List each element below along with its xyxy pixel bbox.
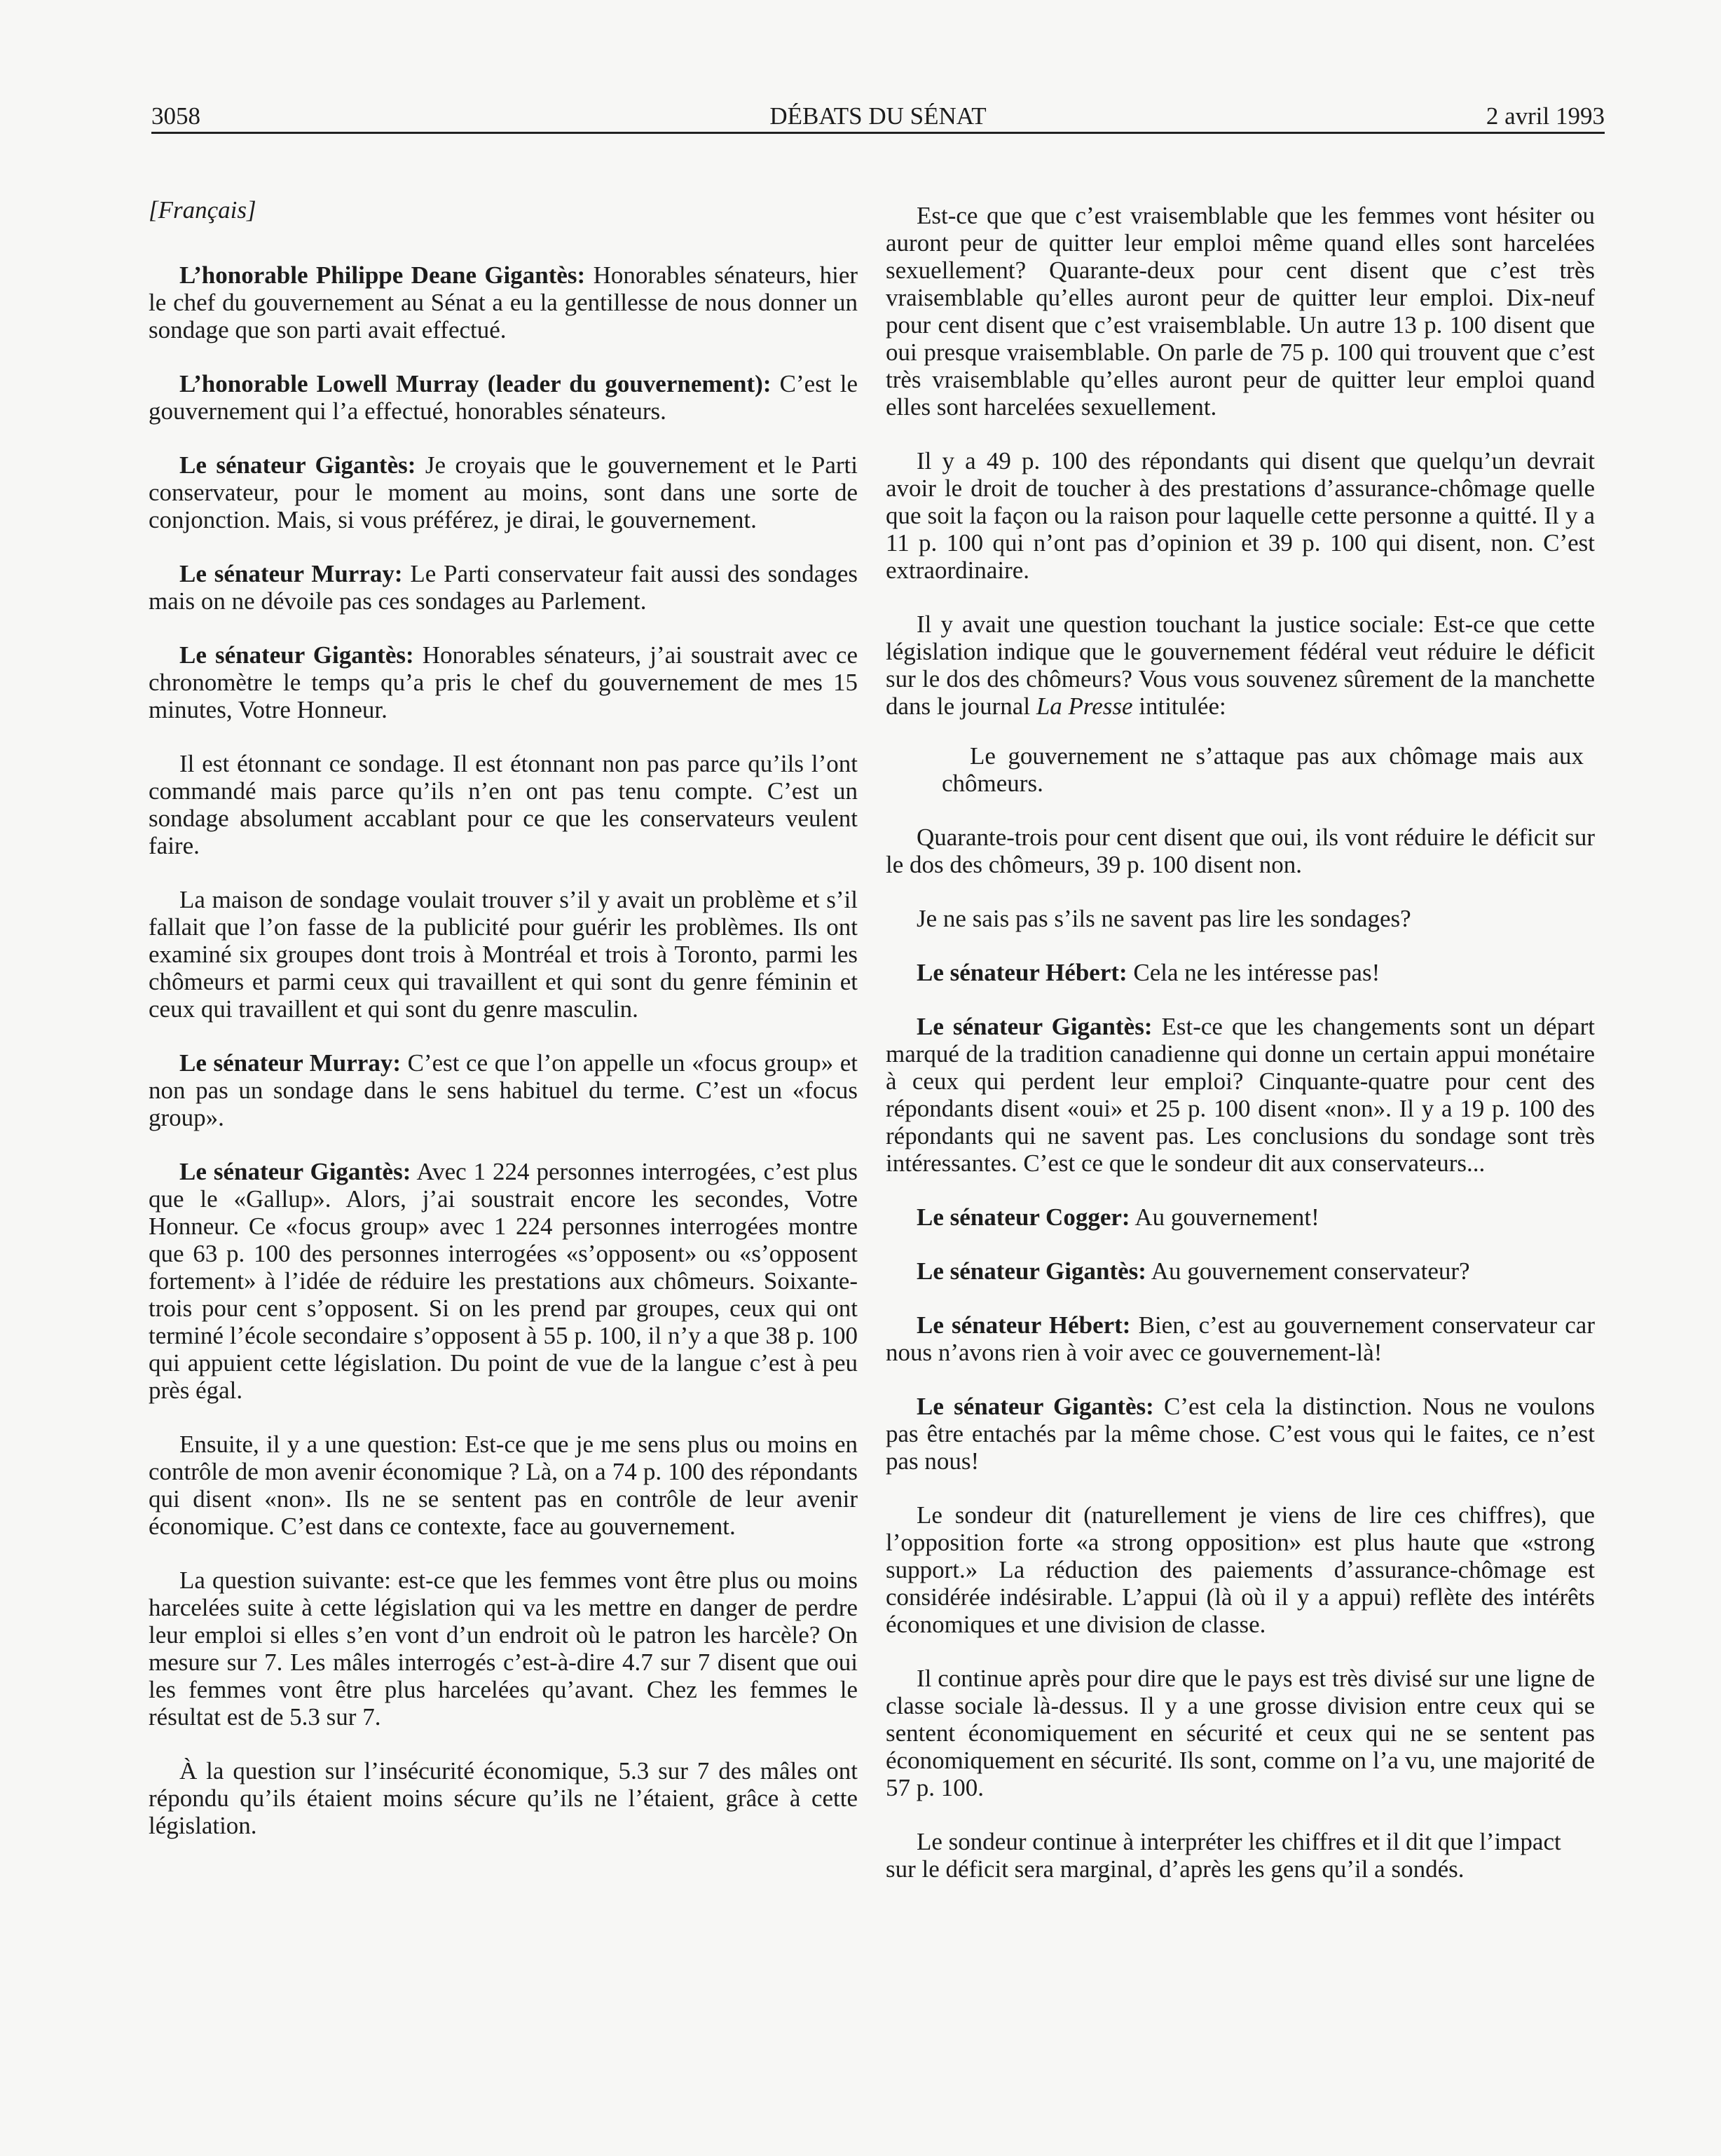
paragraph — [886, 959, 1595, 986]
speech-text: Le Parti conservateur fait aussi des sondages mais on ne dévoile pas ces sondages au Parlement. — [149, 560, 858, 615]
paragraph: La question suivante: est-ce que les femmes vont être plus ou moins harcelées suite à cette législation qui va les mettre en danger de perdre leur emploi si elles s’en vont d’un endroit où le patron les harcèle? On mesure sur 7. Les mâles interrogés c’est-à-dire 4.7 sur 7 disent que oui les femmes vont être plus harcelées qu’avant. Chez les femmes le résultat est de 5.3 sur 7. — [149, 1567, 858, 1731]
speech-text: Cela ne les intéresse pas! — [1127, 959, 1380, 986]
language-tag: [Français] — [149, 196, 256, 224]
speech-text: Est-ce que les changements sont un départ marqué de la tradition canadienne qui donne un certain appui monétaire à ceux qui perdent leur emploi? Cinquante-quatre pour cent des répondants disent «oui» et 25 p. 100 disent «non». Il y a 19 p. 100 des répondants qui ne savent pas. Les conclusions du sondage sont très intéressantes. C’est ce que le sondeur dit aux conservateurs... — [886, 1013, 1595, 1177]
speech-text: Avec 1 224 personnes interrogées, c’est plus que le «Gallup». Alors, j’ai soustrait encore les secondes, Votre Honneur. Ce «focus group» avec 1 224 personnes interrogées montre que 63 p. 100 des personnes interrogées «s’opposent» ou «s’opposent fortement» à l’idée de réduire les prestations aux chômeurs. Soixante-trois pour cent s’opposent. Si on les prend par groupes, ceux qui ont terminé l’école secondaire s’opposent à 55 p. 100, il n’y a que 38 p. 100 qui appuient cette législation. Du point de vue de la langue c’est à peu près égal. — [149, 1158, 858, 1404]
speaker-name: L’honorable Lowell Murray (leader du gouvernement): — [179, 370, 772, 397]
paragraph: Ensuite, il y a une question: Est-ce que je me sens plus ou moins en contrôle de mon avenir économique ? Là, on a 74 p. 100 des répondants qui disent «non». Ils ne se sentent pas en contrôle de leur avenir économique. C’est dans ce contexte, face au gouvernement. — [149, 1431, 858, 1540]
paragraph — [149, 560, 858, 615]
paragraph: Le sondeur dit (naturellement je viens de lire ces chiffres), que l’opposition forte «a strong opposition» est plus haute que «strong support.» La réduction des paiements d’assurance-chômage est considérée indésirable. L’appui (là où il y a appui) reflète des intérêts économiques et une division de classe. — [886, 1501, 1595, 1638]
speaker-name: Le sénateur Gigantès: — [179, 451, 416, 479]
speech-text: Honorables sénateurs, hier le chef du gouvernement au Sénat a eu la gentillesse de nous donner un sondage que son parti avait effectué. — [149, 261, 858, 343]
speech-text: C’est le gouvernement qui l’a effectué, honorables sénateurs. — [149, 370, 858, 425]
speaker-name: Le sénateur Hébert: — [917, 1311, 1131, 1339]
paragraph — [149, 1049, 858, 1131]
paragraph — [886, 1393, 1595, 1475]
speaker-name: Le sénateur Gigantès: — [179, 641, 414, 669]
speech-text: C’est ce que l’on appelle un «focus group» et non pas un sondage dans le sens habituel du terme. C’est un «focus group». — [149, 1049, 858, 1131]
speaker-name: Le sénateur Murray: — [179, 1049, 401, 1077]
paragraph: Il continue après pour dire que le pays est très divisé sur une ligne de classe sociale là-dessus. Il y a une grosse division entre ceux qui se sentent économiquement en sécurité et ceux qui ne se sentent pas économiquement en sécurité. Ils sont, comme on l’a vu, une majorité de 57 p. 100. — [886, 1665, 1595, 1801]
speech-text: Je croyais que le gouvernement et le Parti conservateur, pour le moment au moins, sont dans une sorte de conjonction. Mais, si vous préférez, je dirai, le gouvernement. — [149, 451, 858, 533]
paragraph — [886, 1311, 1595, 1366]
speaker-name: Le sénateur Gigantès: — [917, 1013, 1153, 1040]
paragraph — [886, 610, 1595, 720]
speech-text: Au gouvernement! — [1130, 1203, 1319, 1231]
right-column — [886, 202, 1595, 1909]
quote-text: Le gouvernement ne s’attaque pas aux chômage mais aux chômeurs. — [942, 742, 1584, 797]
speech-text: Honorables sénateurs, j’ai soustrait avec ce chronomètre le temps qu’a pris le chef du gouvernement de mes 15 minutes, Votre Honneur. — [149, 641, 858, 723]
paragraph: Je ne sais pas s’ils ne savent pas lire les sondages? — [917, 905, 1411, 932]
speech-text: C’est cela la distinction. Nous ne voulons pas être entachés par la même chose. C’est vous qui le faites, ce n’est pas nous! — [886, 1393, 1595, 1475]
page-number: 3058 — [151, 102, 200, 130]
left-column — [149, 196, 858, 1866]
paragraph-text: Il y avait une question touchant la justice sociale: Est-ce que cette législation indique que le gouvernement fédéral veut réduire le déficit sur le dos des chômeurs? Vous vous souvenez sûrement de la manchette dans le journal — [886, 610, 1595, 720]
paragraph — [149, 261, 858, 343]
speech-text: Au gouvernement conservateur? — [1146, 1257, 1470, 1285]
speaker-name: Le sénateur Gigantès: — [179, 1158, 411, 1185]
speaker-name: Le sénateur Gigantès: — [917, 1393, 1154, 1420]
paragraph — [886, 1203, 1595, 1231]
speaker-name: Le sénateur Murray: — [179, 560, 403, 587]
speaker-name: Le sénateur Cogger: — [917, 1203, 1130, 1231]
block-quote — [942, 742, 1584, 797]
paragraph: Il est étonnant ce sondage. Il est étonnant non pas parce qu’ils l’ont commandé mais parce qu’ils n’en ont pas tenu compte. C’est un sondage absolument accablant pour ce que les conservateurs veulent faire. — [149, 750, 858, 859]
paragraph: À la question sur l’insécurité économique, 5.3 sur 7 des mâles ont répondu qu’ils étaient moins sécure qu’ils ne l’étaient, grâce à cette législation. — [149, 1757, 858, 1839]
newspaper-name: La Presse — [1036, 692, 1133, 720]
paragraph: Il y a 49 p. 100 des répondants qui disent que quelqu’un devrait avoir le droit de toucher à des prestations d’assurance-chômage quelle que soit la façon ou la raison pour laquelle cette personne a quitté. Il y a 11 p. 100 qui n’ont pas d’opinion et 39 p. 100 qui disent, non. C’est extraordinaire. — [886, 447, 1595, 584]
paragraph — [149, 1158, 858, 1404]
publication-title: DÉBATS DU SÉNAT — [769, 102, 987, 130]
speaker-name: L’honorable Philippe Deane Gigantès: — [179, 261, 586, 289]
paragraph — [886, 1257, 1595, 1285]
speaker-name: Le sénateur Gigantès: — [917, 1257, 1146, 1285]
paragraph — [149, 641, 858, 723]
page-header — [151, 101, 1605, 134]
paragraph: Est-ce que que c’est vraisemblable que les femmes vont hésiter ou auront peur de quitter leur emploi même quand elles sont harcelées sexuellement? Quarante-deux pour cent disent que c’est très vraisemblable qu’elles auront peur de quitter leur emploi. Dix-neuf pour cent disent que c’est vraisemblable. Un autre 13 p. 100 disent que oui presque vraisemblable. On parle de 75 p. 100 qui trouvent que c’est très vraisemblable qu’elles auront peur de quitter leur emploi quand elles sont harcelées sexuellement. — [886, 202, 1595, 421]
paragraph-text-end: intitulée: — [1132, 692, 1226, 720]
paragraph — [149, 451, 858, 533]
page-date: 2 avril 1993 — [1486, 102, 1605, 130]
paragraph: Le sondeur continue à interpréter les chiffres et il dit que l’impact sur le déficit sera marginal, d’après les gens qu’il a sondés. — [886, 1828, 1561, 1883]
paragraph: La maison de sondage voulait trouver s’il y avait un problème et s’il fallait que l’on fasse de la publicité pour guérir les problèmes. Ils ont examiné six groupes dont trois à Montréal et trois à Toronto, parmi les chômeurs et parmi ceux qui travaillent et qui sont du genre féminin et ceux qui travaillent et qui sont du genre masculin. — [149, 886, 858, 1023]
paragraph — [149, 370, 858, 425]
speaker-name: Le sénateur Hébert: — [917, 959, 1127, 986]
paragraph: Quarante-trois pour cent disent que oui, ils vont réduire le déficit sur le dos des chômeurs, 39 p. 100 disent non. — [886, 824, 1595, 878]
paragraph — [886, 1013, 1595, 1177]
speech-text: Bien, c’est au gouvernement conservateur car nous n’avons rien à voir avec ce gouvernement-là! — [886, 1311, 1595, 1366]
